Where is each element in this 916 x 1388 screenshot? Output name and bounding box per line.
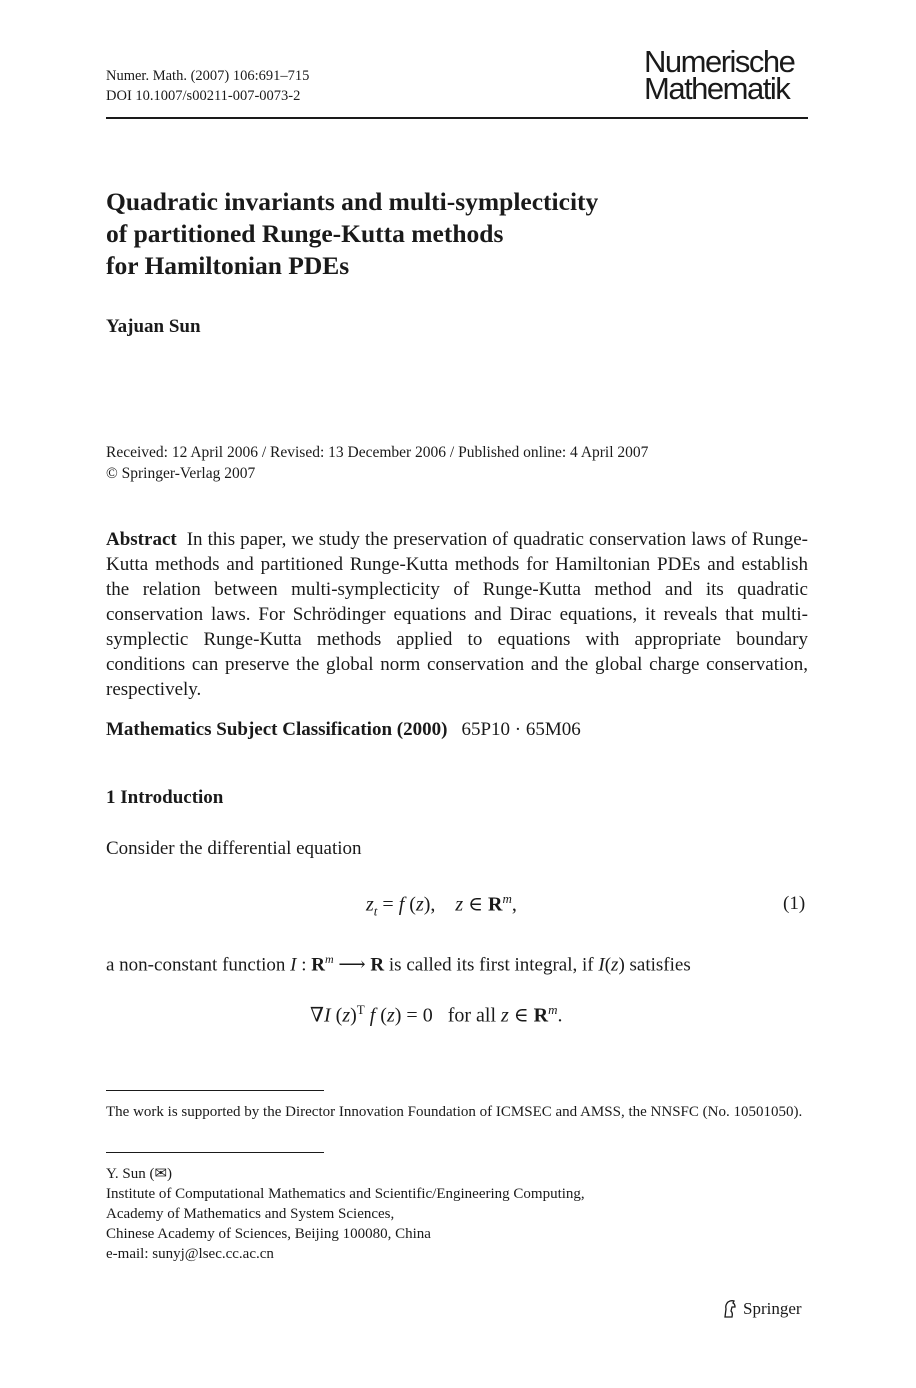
footnote-rule <box>106 1090 324 1091</box>
citation: Numer. Math. (2007) 106:691–715 <box>106 68 310 84</box>
affiliation-line-2: Academy of Mathematics and System Sciences, <box>106 1206 395 1222</box>
title-line-2: of partitioned Runge-Kutta methods <box>106 219 504 248</box>
author-email[interactable]: e-mail: sunyj@lsec.cc.ac.cn <box>106 1246 274 1262</box>
dates: Received: 12 April 2006 / Revised: 13 December 2006 / Published online: 4 April 2007 <box>106 444 649 461</box>
publisher-name: Springer <box>743 1299 802 1318</box>
msc <box>106 717 808 742</box>
sentence-part-a: a non-constant function <box>106 954 286 976</box>
equation-2: ∇I $(z)^T$ f (z) = 0 for all z ∈ $R^m$. <box>310 1002 563 1027</box>
journal-logo <box>644 44 816 106</box>
copyright: © Springer-Verlag 2007 <box>106 465 256 482</box>
title-line-1: Quadratic invariants and multi-symplecticity <box>106 187 599 216</box>
header-rule <box>106 117 808 119</box>
abstract-text: In this paper, we study the preservation of quadratic conservation laws of Runge-Kutta methods and partitioned Runge-Kutta methods for Hamiltonian PDEs and establish the relation between multi-symplecticity of Runge-Kutta method and its quadratic conservation laws. For Schrödinger equations and Dirac equations, it reveals that multi-symplectic Runge-Kutta methods applied to equations with appropriate boundary conditions can preserve the global norm conservation and the global charge conservation, respectively. <box>106 529 808 700</box>
first-integral-sentence: a non-constant function I : $R^m$ ⟶ R is called its first integral, if I(z) satisfies <box>106 952 691 976</box>
author-name: Yajuan Sun <box>106 316 201 337</box>
journal-logo-line2: Mathematik <box>644 71 790 106</box>
msc-codes: 65P10 · 65M06 <box>461 719 581 740</box>
equation-1-number: (1) <box>783 893 806 914</box>
affiliation-line-3: Chinese Academy of Sciences, Beijing 100080, China <box>106 1226 431 1242</box>
corresponding-author: Y. Sun (✉) <box>106 1166 173 1182</box>
paper-title <box>106 186 808 282</box>
funding-footnote: The work is supported by the Director Innovation Foundation of ICMSEC and AMSS, the NNSFC (No. 10501050). <box>106 1104 803 1120</box>
affiliation-line-1: Institute of Computational Mathematics and Scientific/Engineering Computing, <box>106 1186 585 1202</box>
equation-1: $z_t = f$ (z), z ∈ $R^m$, <box>366 891 517 919</box>
sentence-part-c: satisfies <box>629 954 691 976</box>
abstract-label: Abstract <box>106 529 177 550</box>
title-line-3: for Hamiltonian PDEs <box>106 251 350 280</box>
msc-label: Mathematics Subject Classification (2000) <box>106 719 448 740</box>
section-heading: 1 Introduction <box>106 787 224 808</box>
sentence-part-b: is called its first integral, if <box>388 954 594 976</box>
affiliation-rule <box>106 1152 324 1153</box>
publisher-logo <box>722 1299 802 1319</box>
springer-horse-icon <box>722 1299 738 1319</box>
eq2-for-all: for all <box>447 1004 497 1027</box>
affiliation-block <box>106 1164 585 1264</box>
journal-logo-line1: Numerische <box>644 44 795 79</box>
doi: DOI 10.1007/s00211-007-0073-2 <box>106 88 301 104</box>
intro-sentence: Consider the differential equation <box>106 838 362 859</box>
abstract <box>106 527 808 702</box>
